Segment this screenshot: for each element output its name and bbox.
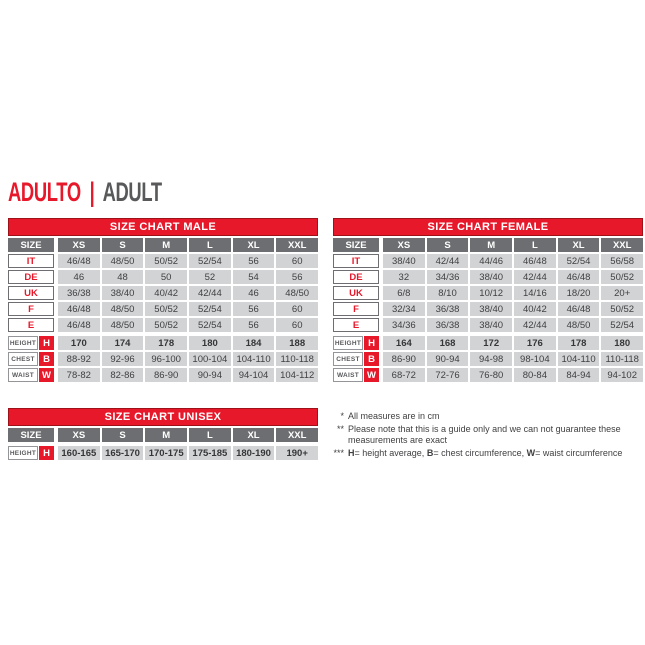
size-cell: 40/42 <box>145 286 187 300</box>
size-cell: 56/58 <box>601 254 643 268</box>
height-letter-badge: H <box>39 446 54 460</box>
measure-cell: 94-102 <box>601 368 643 382</box>
chest-letter-badge: B <box>364 352 379 366</box>
measure-cell: 170-175 <box>145 446 187 460</box>
size-cell: 46/48 <box>58 318 100 332</box>
row-label: IT <box>8 254 54 268</box>
size-cell: 8/10 <box>427 286 469 300</box>
measure-cell: 180-190 <box>233 446 275 460</box>
size-cell: 36/38 <box>427 318 469 332</box>
table-row-height <box>8 446 318 460</box>
measure-cell: 188 <box>276 336 318 350</box>
measure-cell: 164 <box>383 336 425 350</box>
size-cell: 38/40 <box>383 254 425 268</box>
column-header: XL <box>558 238 600 252</box>
measure-label: CHEST <box>8 352 38 366</box>
size-cell: 52/54 <box>189 302 231 316</box>
table-header-female: SIZE CHART FEMALE <box>333 218 643 236</box>
measure-cell: 82-86 <box>102 368 144 382</box>
table-row-waist <box>8 368 318 382</box>
column-header: M <box>145 238 187 252</box>
column-header: XL <box>233 238 275 252</box>
table-row-it <box>333 254 643 268</box>
height-letter-badge: H <box>364 336 379 350</box>
size-cell: 52 <box>189 270 231 284</box>
size-cell: 40/42 <box>514 302 556 316</box>
measure-cell: 110-118 <box>276 352 318 366</box>
measure-cell: 190+ <box>276 446 318 460</box>
size-cell: 46 <box>233 286 275 300</box>
size-cell: 50/52 <box>601 270 643 284</box>
measure-cell: 100-104 <box>189 352 231 366</box>
footnotes <box>330 411 642 460</box>
size-cell: 38/40 <box>470 270 512 284</box>
measure-cell: 80-84 <box>514 368 556 382</box>
size-cell: 38/40 <box>102 286 144 300</box>
measure-cell: 78-82 <box>58 368 100 382</box>
measure-cell: 104-110 <box>558 352 600 366</box>
size-cell: 48/50 <box>102 318 144 332</box>
measure-cell: 96-100 <box>145 352 187 366</box>
size-cell: 60 <box>276 302 318 316</box>
size-cell: 34/36 <box>427 270 469 284</box>
size-cell: 46/48 <box>558 302 600 316</box>
table-row-e <box>333 318 643 332</box>
measure-label: HEIGHT <box>333 336 363 350</box>
measure-cell: 168 <box>427 336 469 350</box>
size-cell: 36/38 <box>58 286 100 300</box>
waist-letter-badge: W <box>364 368 379 382</box>
table-row-it <box>8 254 318 268</box>
size-cell: 6/8 <box>383 286 425 300</box>
column-header: XS <box>58 238 100 252</box>
size-cell: 54 <box>233 270 275 284</box>
page-title <box>8 179 162 206</box>
page-title-secondary: ADULT <box>102 177 162 207</box>
footnote-text <box>348 448 642 460</box>
legend-w: W <box>526 447 536 458</box>
size-chart-female-table <box>333 218 643 384</box>
size-cell: 50/52 <box>145 318 187 332</box>
size-cell: 10/12 <box>470 286 512 300</box>
size-cell: 56 <box>276 270 318 284</box>
row-label: F <box>8 302 54 316</box>
column-header: XXL <box>276 238 318 252</box>
size-cell: 46/48 <box>58 302 100 316</box>
column-header: S <box>102 428 144 442</box>
measure-cell: 72-76 <box>427 368 469 382</box>
size-cell: 52/54 <box>601 318 643 332</box>
measure-cell: 84-94 <box>558 368 600 382</box>
size-cell: 32 <box>383 270 425 284</box>
column-header-row <box>333 238 643 252</box>
legend-b: B <box>426 447 434 458</box>
size-cell: 50/52 <box>601 302 643 316</box>
size-cell: 52/54 <box>189 318 231 332</box>
measure-label: HEIGHT <box>8 446 38 460</box>
legend-w-text: = waist circumference <box>535 447 623 458</box>
table-row-uk <box>8 286 318 300</box>
size-cell: 38/40 <box>470 318 512 332</box>
size-column-header: SIZE <box>333 238 379 252</box>
size-cell: 50 <box>145 270 187 284</box>
measure-cell: 88-92 <box>58 352 100 366</box>
height-letter-badge: H <box>39 336 54 350</box>
size-cell: 46/48 <box>558 270 600 284</box>
size-cell: 56 <box>233 318 275 332</box>
footnote-measures-cm <box>330 411 642 423</box>
size-cell: 44/46 <box>470 254 512 268</box>
table-row-f <box>8 302 318 316</box>
measure-cell: 178 <box>145 336 187 350</box>
measure-cell: 94-98 <box>470 352 512 366</box>
size-cell: 50/52 <box>145 254 187 268</box>
size-cell: 46/48 <box>58 254 100 268</box>
column-header: XXL <box>276 428 318 442</box>
column-header: XS <box>383 238 425 252</box>
measure-cell: 86-90 <box>383 352 425 366</box>
footnote-guide-only <box>330 424 642 447</box>
size-chart-male-table <box>8 218 318 384</box>
size-cell: 60 <box>276 318 318 332</box>
column-header: XS <box>58 428 100 442</box>
size-chart-unisex-table <box>8 408 318 462</box>
measure-cell: 172 <box>470 336 512 350</box>
size-cell: 18/20 <box>558 286 600 300</box>
size-column-header: SIZE <box>8 428 54 442</box>
size-cell: 56 <box>233 302 275 316</box>
table-row-chest <box>8 352 318 366</box>
measure-cell: 68-72 <box>383 368 425 382</box>
legend-h: H <box>348 447 355 458</box>
size-cell: 48/50 <box>276 286 318 300</box>
column-header: S <box>102 238 144 252</box>
footnote-marker: *** <box>333 447 344 458</box>
measure-cell: 178 <box>558 336 600 350</box>
size-cell: 60 <box>276 254 318 268</box>
column-header: M <box>145 428 187 442</box>
measure-cell: 175-185 <box>189 446 231 460</box>
size-cell: 48/50 <box>102 254 144 268</box>
measure-label: CHEST <box>333 352 363 366</box>
measure-cell: 165-170 <box>102 446 144 460</box>
size-cell: 42/44 <box>427 254 469 268</box>
row-label: IT <box>333 254 379 268</box>
row-label: DE <box>8 270 54 284</box>
measure-label: WAIST <box>8 368 38 382</box>
table-row-waist <box>333 368 643 382</box>
column-header: L <box>189 428 231 442</box>
size-cell: 48/50 <box>558 318 600 332</box>
size-column-header: SIZE <box>8 238 54 252</box>
size-cell: 38/40 <box>470 302 512 316</box>
table-row-de <box>8 270 318 284</box>
waist-letter-badge: W <box>39 368 54 382</box>
size-cell: 46/48 <box>514 254 556 268</box>
size-cell: 56 <box>233 254 275 268</box>
footnote-marker: ** <box>336 423 344 434</box>
measure-label: HEIGHT <box>8 336 38 350</box>
measure-cell: 104-112 <box>276 368 318 382</box>
size-cell: 34/36 <box>383 318 425 332</box>
measure-cell: 92-96 <box>102 352 144 366</box>
size-cell: 50/52 <box>145 302 187 316</box>
measure-cell: 76-80 <box>470 368 512 382</box>
row-label: DE <box>333 270 379 284</box>
size-cell: 48 <box>102 270 144 284</box>
size-cell: 52/54 <box>558 254 600 268</box>
measure-cell: 94-104 <box>233 368 275 382</box>
measure-label: WAIST <box>333 368 363 382</box>
size-cell: 42/44 <box>189 286 231 300</box>
page-title-divider: | <box>89 177 95 207</box>
footnote-text: Please note that this is a guide only and we can not guarantee these measurements are exact <box>348 423 621 445</box>
measure-cell: 90-94 <box>189 368 231 382</box>
size-cell: 42/44 <box>514 270 556 284</box>
row-label: UK <box>333 286 379 300</box>
table-header-male: SIZE CHART MALE <box>8 218 318 236</box>
footnote-legend <box>330 448 642 460</box>
column-header: XL <box>233 428 275 442</box>
legend-b-text: = chest circumference, <box>433 447 527 458</box>
size-cell: 42/44 <box>514 318 556 332</box>
table-row-uk <box>333 286 643 300</box>
table-row-height <box>333 336 643 350</box>
table-header-unisex: SIZE CHART UNISEX <box>8 408 318 426</box>
chest-letter-badge: B <box>39 352 54 366</box>
table-row-f <box>333 302 643 316</box>
size-cell: 48/50 <box>102 302 144 316</box>
column-header-row <box>8 238 318 252</box>
column-header: L <box>514 238 556 252</box>
row-label: E <box>333 318 379 332</box>
size-cell: 14/16 <box>514 286 556 300</box>
column-header: M <box>470 238 512 252</box>
measure-cell: 98-104 <box>514 352 556 366</box>
measure-cell: 184 <box>233 336 275 350</box>
table-row-de <box>333 270 643 284</box>
size-cell: 46 <box>58 270 100 284</box>
measure-cell: 160-165 <box>58 446 100 460</box>
legend-h-text: = height average, <box>354 447 427 458</box>
size-cell: 36/38 <box>427 302 469 316</box>
measure-cell: 176 <box>514 336 556 350</box>
row-label: E <box>8 318 54 332</box>
measure-cell: 170 <box>58 336 100 350</box>
table-row-e <box>8 318 318 332</box>
column-header-row <box>8 428 318 442</box>
column-header: S <box>427 238 469 252</box>
measure-cell: 104-110 <box>233 352 275 366</box>
measure-cell: 180 <box>601 336 643 350</box>
measure-cell: 110-118 <box>601 352 643 366</box>
row-label: UK <box>8 286 54 300</box>
table-row-height <box>8 336 318 350</box>
table-row-chest <box>333 352 643 366</box>
column-header: XXL <box>601 238 643 252</box>
size-cell: 20+ <box>601 286 643 300</box>
measure-cell: 174 <box>102 336 144 350</box>
row-label: F <box>333 302 379 316</box>
measure-cell: 180 <box>189 336 231 350</box>
page-title-primary: ADULTO <box>8 177 81 207</box>
measure-cell: 90-94 <box>427 352 469 366</box>
column-header: L <box>189 238 231 252</box>
size-cell: 32/34 <box>383 302 425 316</box>
size-cell: 52/54 <box>189 254 231 268</box>
footnote-text: All measures are in cm <box>348 411 440 421</box>
measure-cell: 86-90 <box>145 368 187 382</box>
footnote-marker: * <box>340 411 344 421</box>
